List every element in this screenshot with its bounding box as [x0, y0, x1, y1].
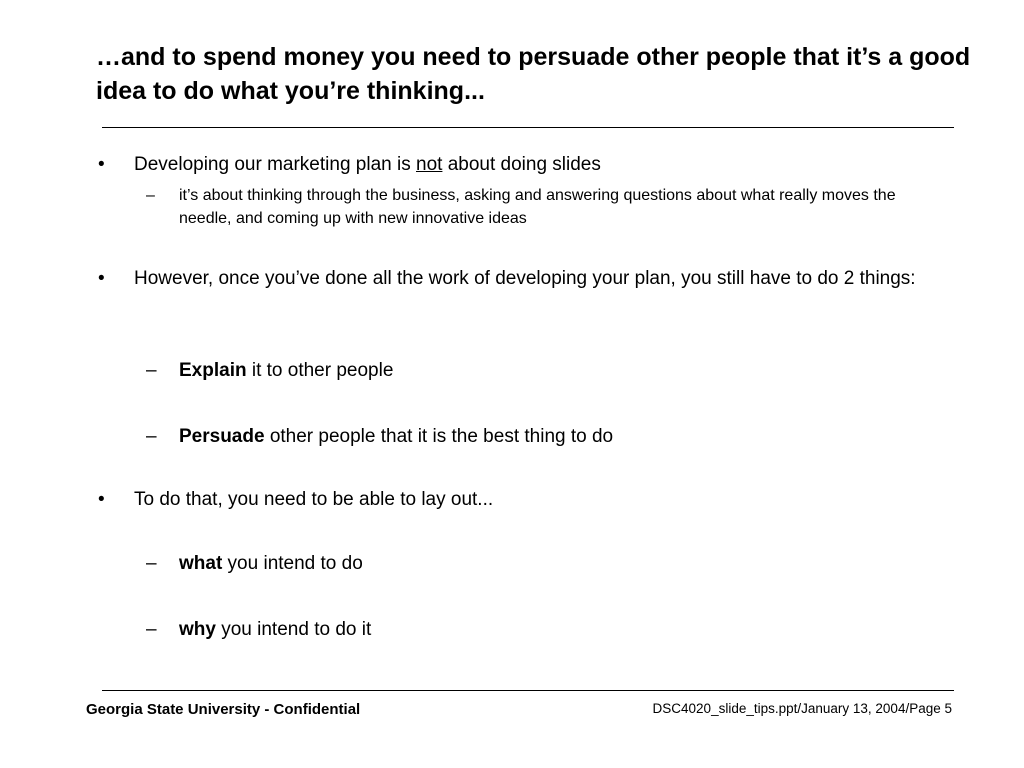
- footer-divider: [102, 690, 954, 691]
- bullet-marker: •: [98, 489, 105, 510]
- bullet-text-part: about doing slides: [442, 154, 601, 175]
- bullet-text: [134, 151, 934, 179]
- underlined-emphasis: not: [416, 154, 443, 175]
- bold-keyword: Persuade: [179, 426, 265, 447]
- sub-bullet-text: [179, 357, 939, 385]
- sub-bullet-text: [179, 550, 939, 578]
- sub-bullet-rest: you intend to do: [222, 553, 363, 574]
- sub-bullet-marker: –: [146, 187, 155, 204]
- sub-bullet-text: it’s about thinking through the business, asking and answering questions about what really moves the needle, and coming up with new innovative ideas: [179, 187, 896, 227]
- slide-title: …and to spend money you need to persuade other people that it’s a good idea to do what you’re thinking...: [96, 43, 971, 105]
- bold-keyword: what: [179, 553, 223, 574]
- sub-bullet-marker: –: [146, 619, 157, 640]
- bullet-marker: •: [98, 154, 105, 175]
- sub-bullet-rest: it to other people: [246, 360, 394, 381]
- bold-keyword: Explain: [179, 360, 247, 381]
- sub-bullet-rest: you intend to do it: [215, 619, 372, 640]
- bullet-marker: •: [98, 268, 105, 289]
- sub-bullet-text: [179, 423, 939, 451]
- title-divider: [102, 127, 954, 128]
- footer-confidential: Georgia State University - Confidential: [86, 701, 361, 718]
- sub-bullet-marker: –: [146, 553, 157, 574]
- bullet-text-part: Developing our marketing plan is: [134, 154, 416, 175]
- sub-bullet-marker: –: [146, 360, 157, 381]
- bullet-text: To do that, you need to be able to lay out...: [134, 489, 494, 510]
- bold-keyword: why: [179, 619, 216, 640]
- sub-bullet-marker: –: [146, 426, 157, 447]
- sub-bullet-rest: other people that it is the best thing to do: [264, 426, 614, 447]
- bullet-text: However, once you’ve done all the work of developing your plan, you still have to do 2 things:: [134, 268, 916, 289]
- sub-bullet-text: [179, 616, 939, 644]
- footer-page-info: DSC4020_slide_tips.ppt/January 13, 2004/Page 5: [652, 701, 952, 716]
